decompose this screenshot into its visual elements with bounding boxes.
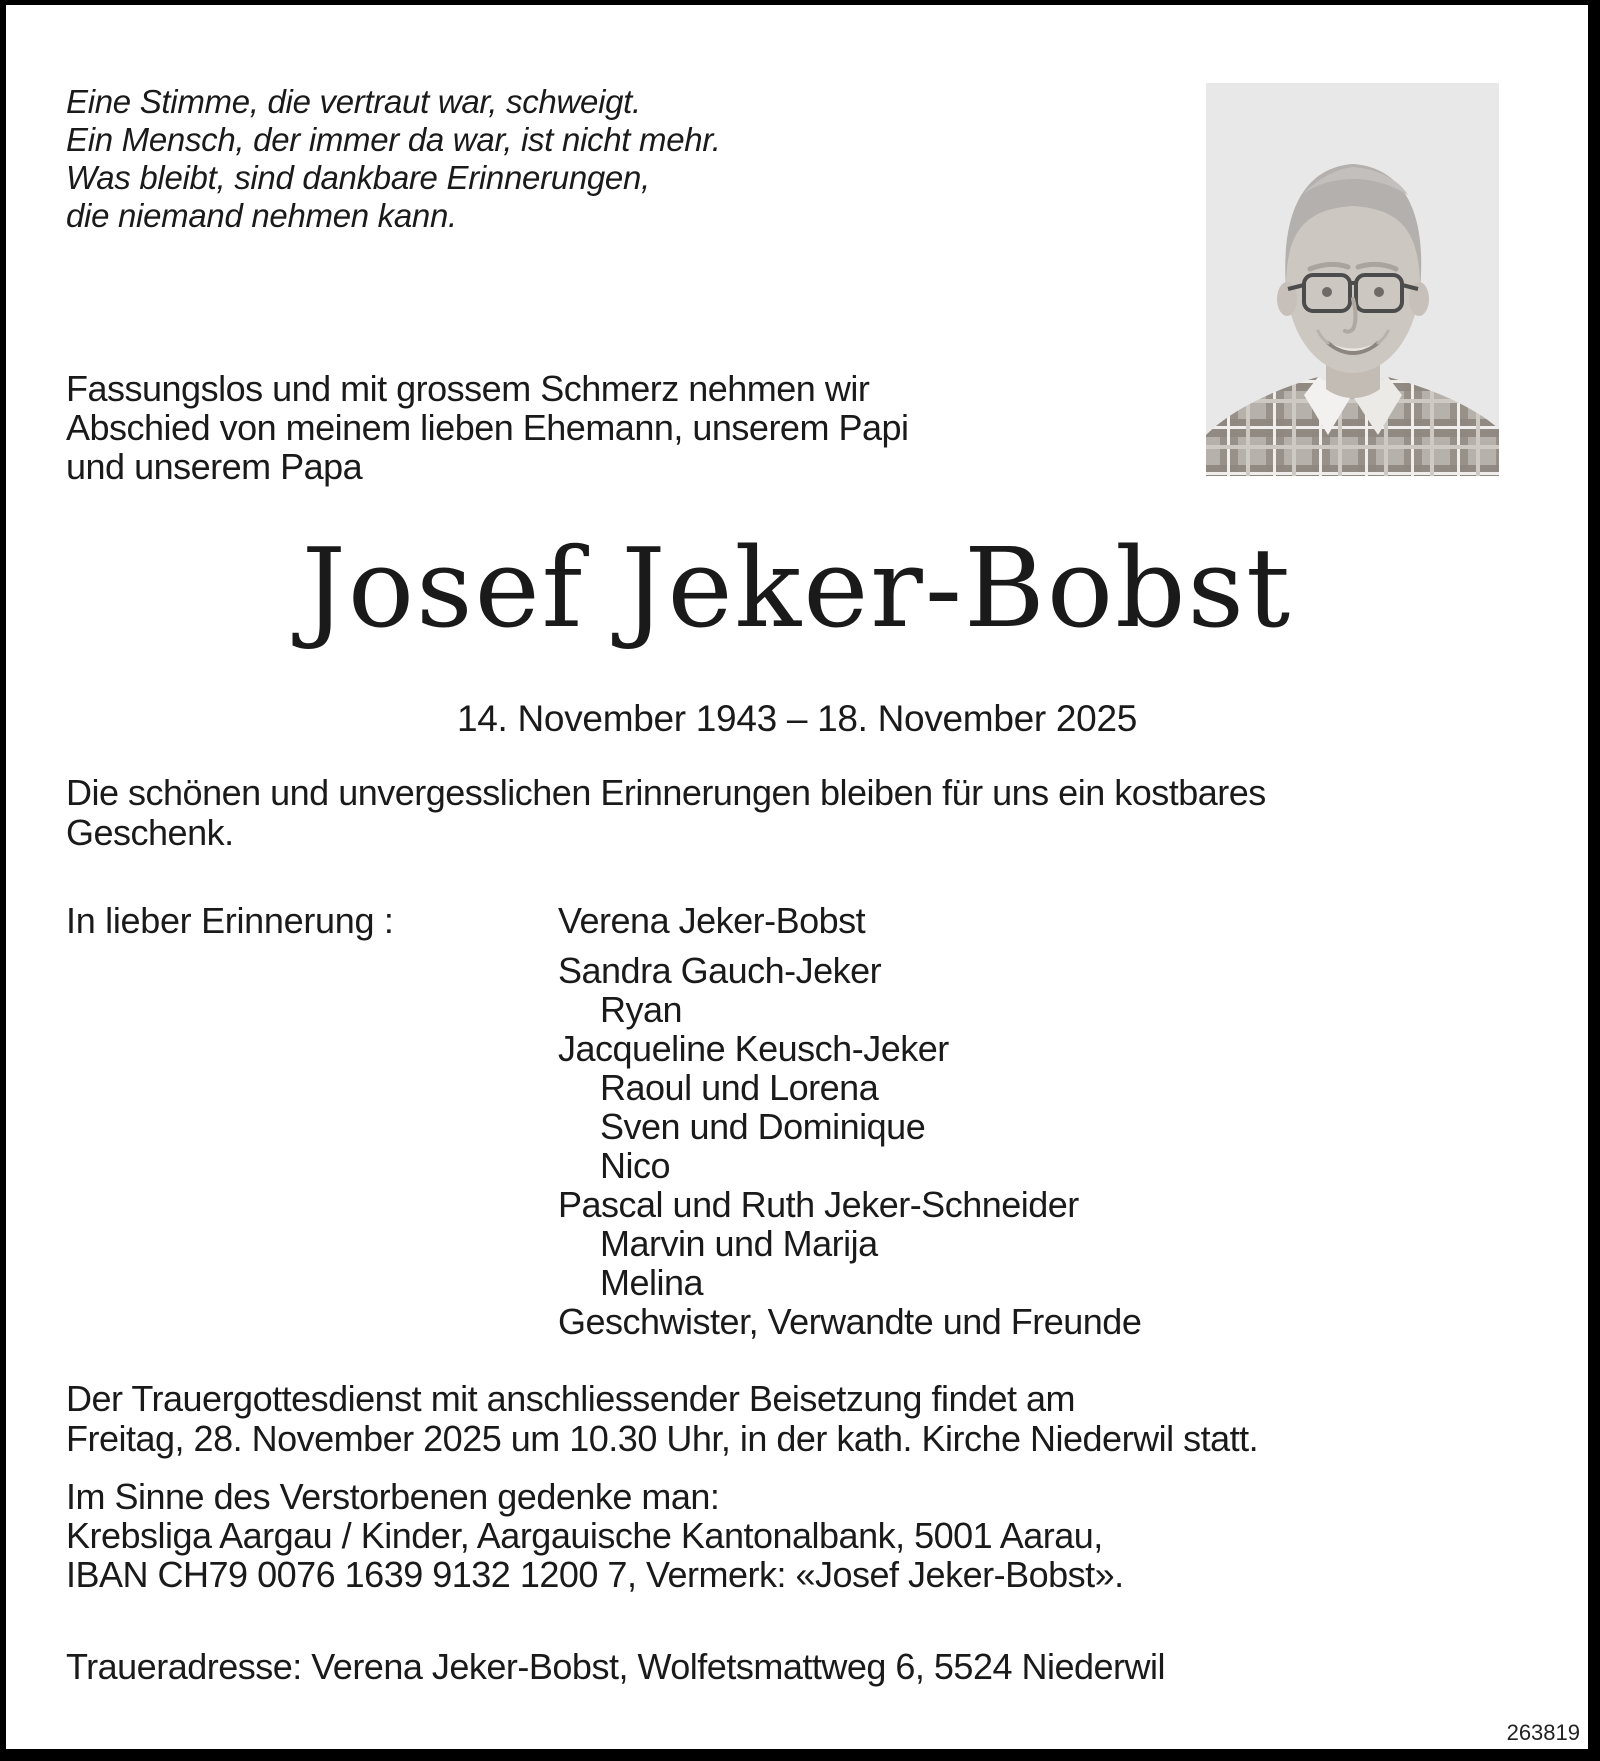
memoriam-entry: Pascal und Ruth Jeker-Schneider [558,1184,1079,1225]
intro-text [66,369,909,486]
text-line: Fassungslos und mit grossem Schmerz nehmen wir [66,368,870,409]
donation-info [66,1477,1124,1594]
memoriam-list [558,901,1141,1341]
text-line: Eine Stimme, die vertraut war, schweigt. [66,83,641,120]
portrait-photo-graphic [1206,83,1499,476]
memoriam-label: In lieber Erinnerung : [66,900,394,941]
text-line: Ein Mensch, der immer da war, ist nicht mehr. [66,121,721,158]
text-line: Geschenk. [66,812,234,853]
memoriam-entry: Ryan [600,989,683,1030]
text-line: Der Trauergottesdienst mit anschliessender Beisetzung findet am [66,1378,1076,1419]
memoriam-entry: Sven und Dominique [600,1106,926,1147]
memoriam-entry: Melina [600,1262,704,1303]
text-line: die niemand nehmen kann. [66,197,457,234]
text-line: und unserem Papa [66,446,363,487]
text-line: Die schönen und unvergesslichen Erinnerungen bleiben für uns ein kostbares [66,772,1266,813]
text-line: Freitag, 28. November 2025 um 10.30 Uhr, in der kath. Kirche Niederwil statt. [66,1418,1259,1459]
memoriam-entry: Marvin und Marija [600,1223,878,1264]
text-line: Abschied von meinem lieben Ehemann, unserem Papi [66,407,909,448]
life-dates: 14. November 1943 – 18. November 2025 [457,698,1137,739]
memoriam-entry: Verena Jeker-Bobst [558,900,866,941]
reference-number: 263819 [1506,1720,1580,1745]
tribute-text [66,773,1266,853]
text-line: IBAN CH79 0076 1639 9132 1200 7, Vermerk: «Josef Jeker-Bobst». [66,1554,1124,1595]
memoriam-entry: Jacqueline Keusch-Jeker [558,1028,949,1069]
memoriam-entry: Sandra Gauch-Jeker [558,950,882,991]
memoriam-entry: Nico [600,1145,671,1186]
text-line: Krebsliga Aargau / Kinder, Aargauische Kantonalbank, 5001 Aarau, [66,1515,1103,1556]
deceased-name: Josef Jeker-Bobst [301,524,1293,652]
service-info [66,1379,1258,1459]
portrait-photo [1206,83,1499,476]
text-line: Was bleibt, sind dankbare Erinnerungen, [66,159,650,196]
poem [66,83,721,235]
mourning-address: Traueradresse: Verena Jeker-Bobst, Wolfetsmattweg 6, 5524 Niederwil [66,1646,1166,1687]
memoriam-entry: Geschwister, Verwandte und Freunde [558,1301,1142,1342]
memoriam-entry: Raoul und Lorena [600,1067,879,1108]
text-line: Im Sinne des Verstorbenen gedenke man: [66,1476,720,1517]
